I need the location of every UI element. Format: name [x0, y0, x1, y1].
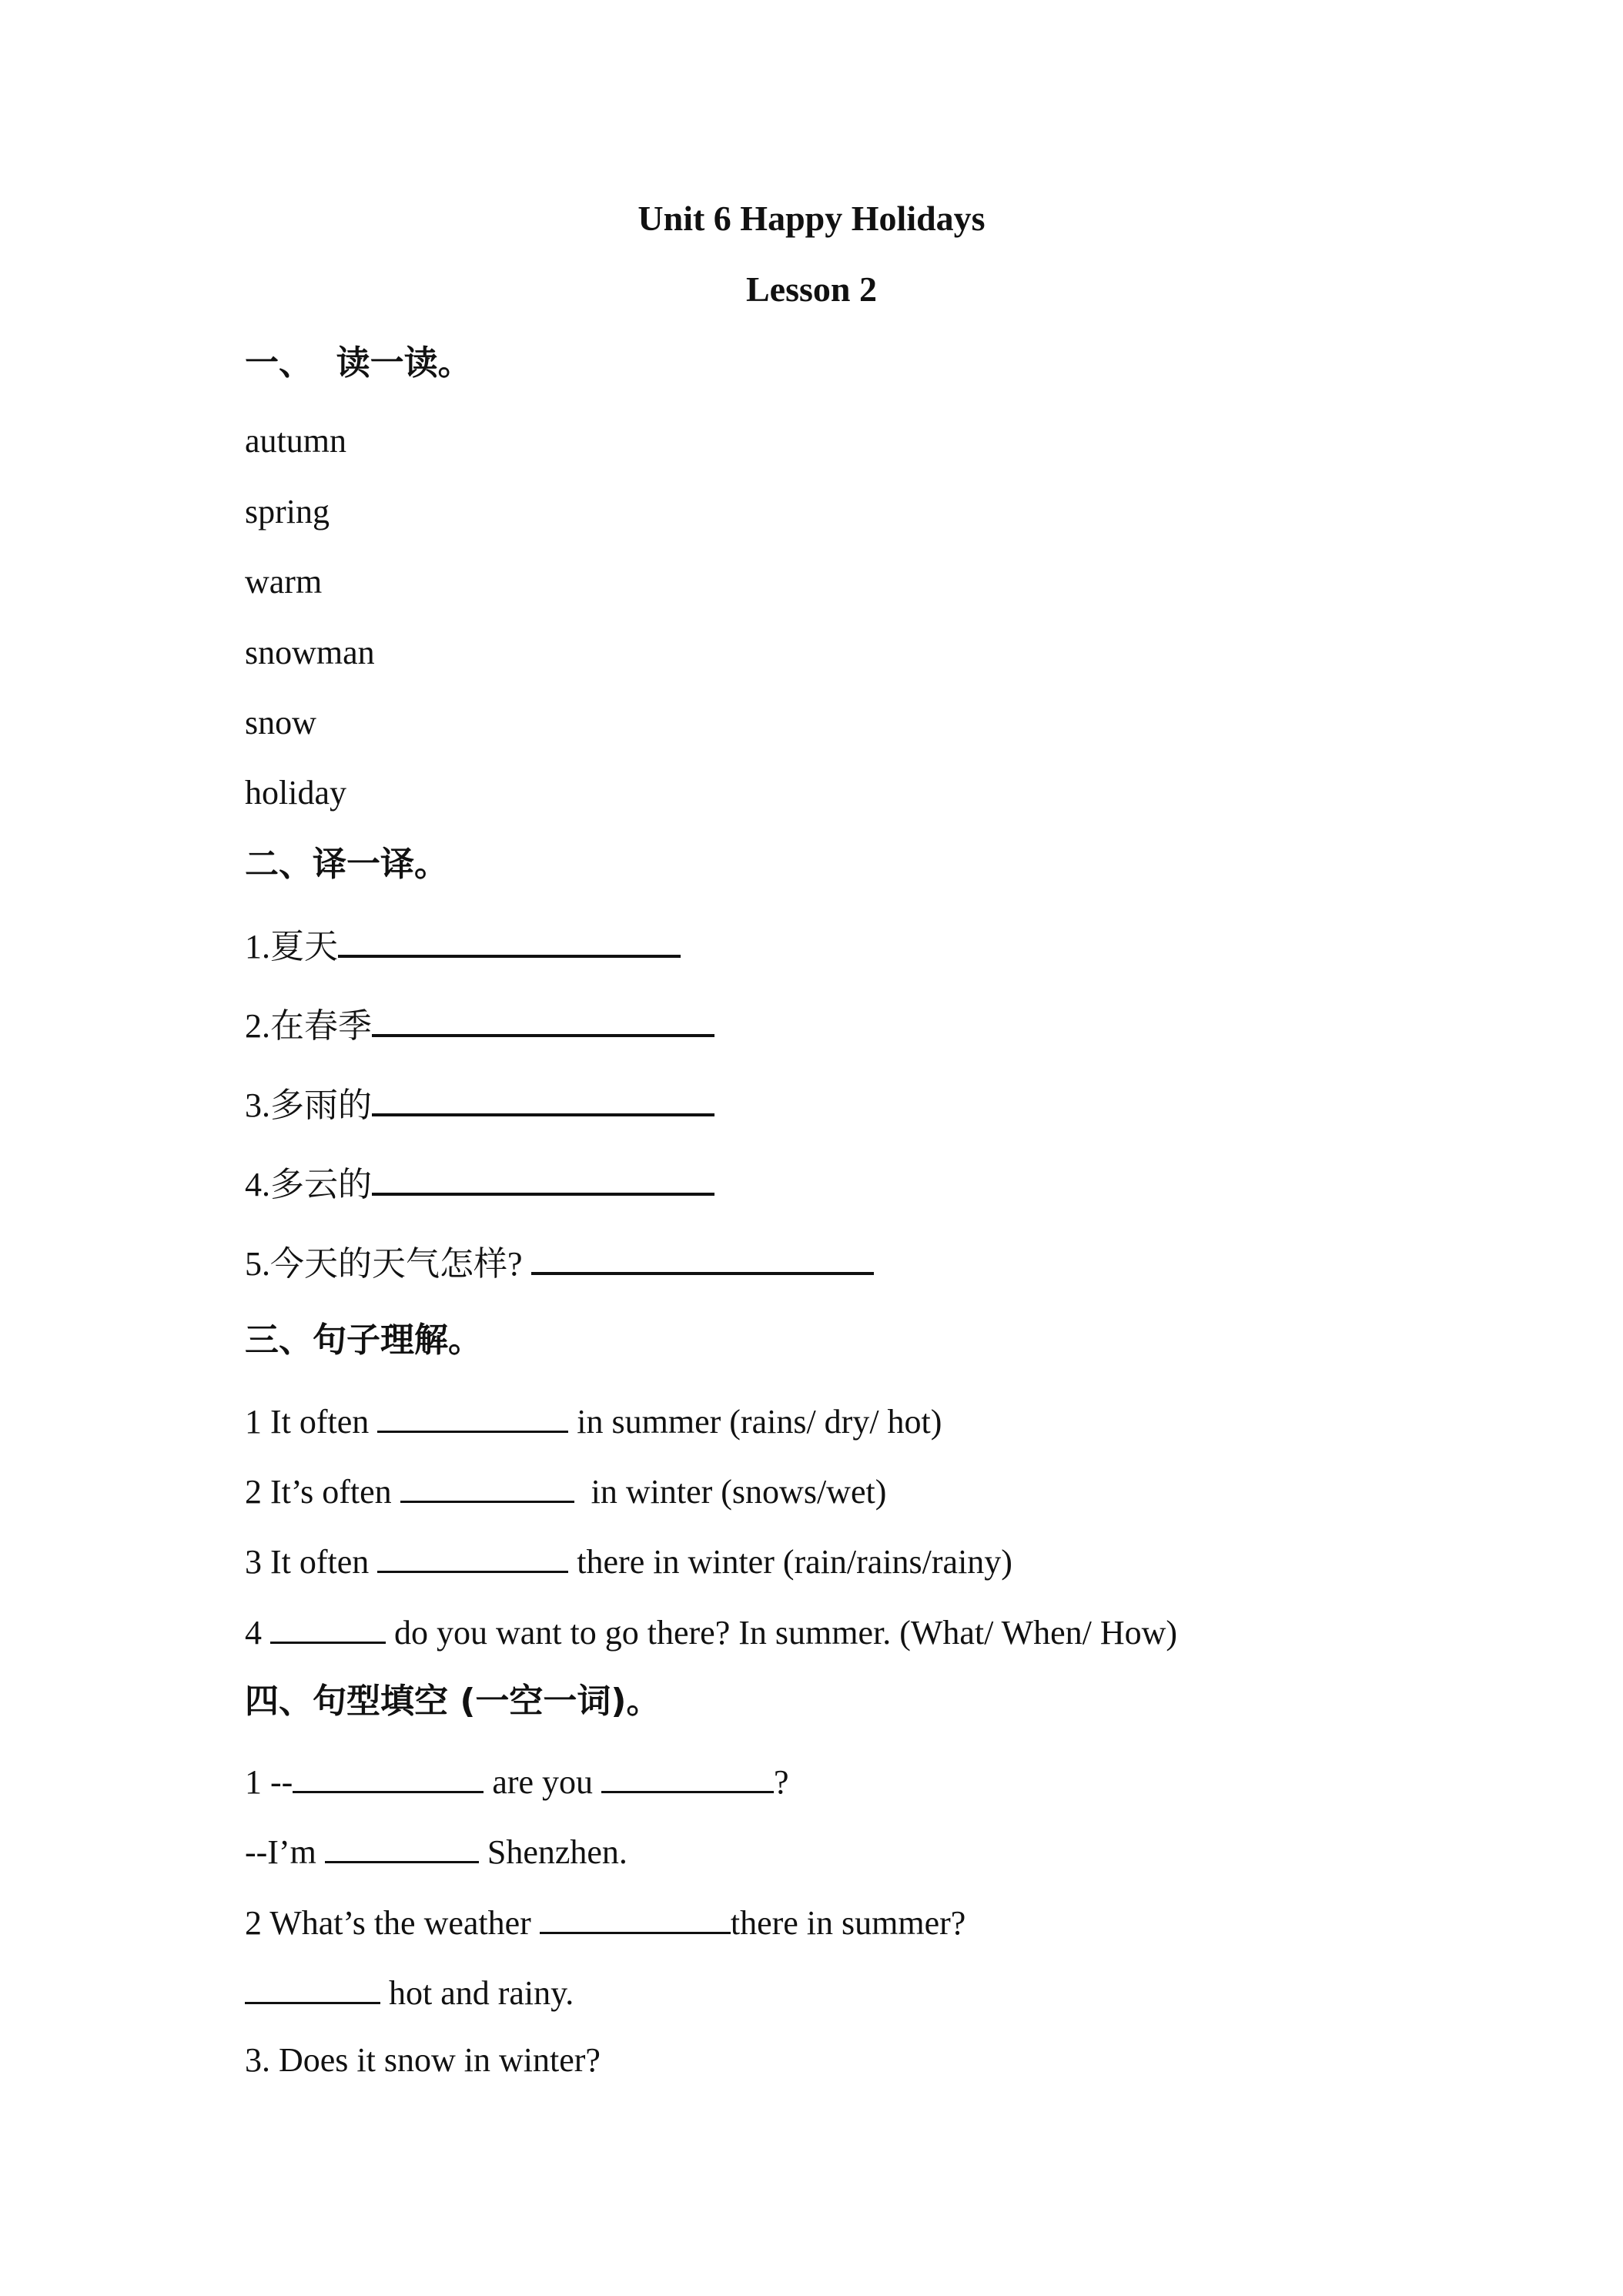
translate-prompt: 3.多雨的 [245, 1086, 372, 1124]
answer-blank[interactable] [377, 1395, 568, 1433]
dialogue-end: hot and rainy. [380, 1974, 574, 2012]
sentence-item [245, 1395, 942, 1445]
sentence-item [245, 1606, 1177, 1656]
translate-item [245, 919, 681, 970]
sentence-end: in summer (rains/ dry/ hot) [568, 1403, 942, 1441]
dialogue-middle: are you [484, 1763, 602, 1801]
sentence-end: there in winter (rain/rains/rainy) [568, 1543, 1012, 1581]
dialogue-start: 1 -- [245, 1763, 293, 1801]
word-item: snow [245, 704, 316, 741]
sentence-end: do you want to go there? In summer. (What/ When/ How) [386, 1614, 1178, 1652]
dialogue-line: 3. Does it snow in winter? [245, 2041, 601, 2079]
translate-item [245, 1237, 874, 1287]
sentence-start: 2 It’s often [245, 1473, 400, 1511]
sentence-start: 4 [245, 1614, 270, 1652]
word-item: spring [245, 493, 330, 530]
dialogue-line [245, 1755, 789, 1806]
dialogue-start: --I’m [245, 1833, 325, 1871]
translate-item [245, 1157, 714, 1208]
answer-blank[interactable] [293, 1755, 484, 1793]
answer-blank[interactable] [531, 1237, 874, 1275]
dialogue-start: 2 What’s the weather [245, 1904, 540, 1942]
dialogue-line [245, 1966, 574, 2017]
dialogue-line [245, 1896, 965, 1946]
sentence-start: 3 It often [245, 1543, 378, 1581]
answer-blank[interactable] [245, 1966, 380, 2004]
section1-heading: 一、 读一读。 [245, 343, 472, 383]
section3-heading: 三、句子理解。 [245, 1320, 482, 1360]
answer-blank[interactable] [400, 1465, 574, 1503]
sentence-item [245, 1465, 886, 1515]
sentence-end: in winter (snows/wet) [574, 1473, 887, 1511]
page-title: Unit 6 Happy Holidays [637, 199, 986, 238]
dialogue-line [245, 1826, 627, 1876]
word-item: snowman [245, 634, 375, 671]
section2-heading: 二、译一译。 [245, 845, 448, 884]
answer-blank[interactable] [270, 1606, 386, 1644]
translate-item [245, 999, 714, 1049]
word-item: autumn [245, 422, 346, 460]
answer-blank[interactable] [540, 1896, 731, 1934]
answer-blank[interactable] [372, 999, 714, 1037]
translate-prompt: 1.夏天 [245, 928, 338, 966]
dialogue-end: there in summer? [730, 1904, 966, 1942]
answer-blank[interactable] [325, 1826, 479, 1863]
sentence-start: 1 It often [245, 1403, 378, 1441]
word-item: holiday [245, 774, 346, 812]
sentence-item [245, 1535, 1012, 1585]
answer-blank[interactable] [372, 1157, 714, 1196]
translate-prompt: 4.多云的 [245, 1166, 372, 1203]
answer-blank[interactable] [601, 1755, 774, 1793]
answer-blank[interactable] [338, 919, 681, 958]
word-item: warm [245, 563, 323, 601]
translate-item [245, 1078, 714, 1129]
lesson-subtitle: Lesson 2 [746, 269, 877, 309]
section4-heading: 四、句型填空 (一空一词)。 [245, 1682, 661, 1721]
translate-prompt: 5.今天的天气怎样? [245, 1245, 531, 1283]
dialogue-end: Shenzhen. [478, 1833, 627, 1871]
answer-blank[interactable] [377, 1535, 568, 1573]
answer-blank[interactable] [372, 1078, 714, 1116]
translate-prompt: 2.在春季 [245, 1007, 372, 1045]
dialogue-end: ? [774, 1763, 789, 1801]
